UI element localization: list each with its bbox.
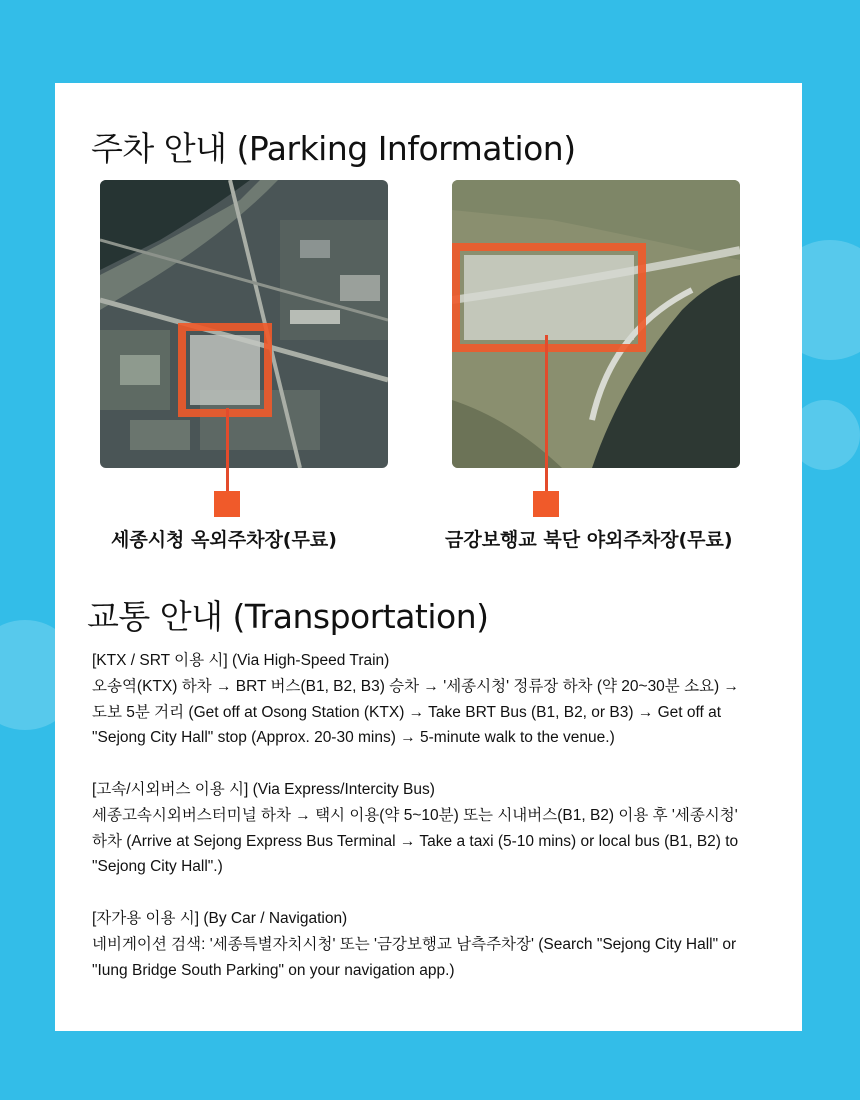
bridge-parking-map xyxy=(452,180,740,468)
callout-marker xyxy=(214,491,240,517)
transport-section-bus xyxy=(92,777,752,880)
transport-info xyxy=(92,648,752,1009)
transport-section-car xyxy=(92,906,752,983)
section-heading: [자가용 이용 시] (By Car / Navigation) xyxy=(92,909,348,927)
section-heading: [KTX / SRT 이용 시] (Via High-Speed Train) xyxy=(92,652,390,669)
parking-lot-label: 세종시청 옥외주차장(무료) xyxy=(111,529,337,551)
parking-title: 주차 안내 (Parking Information) xyxy=(91,129,576,168)
transport-title: 교통 안내 (Transportation) xyxy=(87,597,489,636)
callout-line xyxy=(226,408,229,498)
parking-lot-label: 금강보행교 북단 야외주차장(무료) xyxy=(445,529,733,551)
callout-line xyxy=(545,335,548,495)
city-hall-parking-map xyxy=(100,180,388,468)
callout-marker xyxy=(533,491,559,517)
section-body: 오송역(KTX) 하차 → BRT 버스(B1, B2, B3) 승차 → '세종시청' 정류장 하차 (약 20~30분 소요) → 도보 5분 거리 (Get off at Osong Station (KTX) → Take BRT Bus (B1, B2, or B3) → Get off at "Sejong City Hall" stop (Approx. 20-30 mins) → 5-minute walk to the venue.) xyxy=(92,677,739,747)
section-body: 세종고속시외버스터미널 하차 → 택시 이용(약 5~10분) 또는 시내버스(B1, B2) 이용 후 '세종시청' 하차 (Arrive at Sejong Express Bus Terminal → Take a taxi (5-10 mins) or local bus (B1, B2) to "Sejong City Hall".) xyxy=(92,806,739,876)
transport-section-train xyxy=(92,648,752,751)
section-heading: [고속/시외버스 이용 시] (Via Express/Intercity Bus) xyxy=(92,780,435,798)
info-card xyxy=(55,83,802,1031)
section-body: 네비게이션 검색: '세종특별자치시청' 또는 '금강보행교 남측주차장' (Search "Sejong City Hall" or "Iung Bridge South Parking" on your navigation app.) xyxy=(92,935,737,979)
